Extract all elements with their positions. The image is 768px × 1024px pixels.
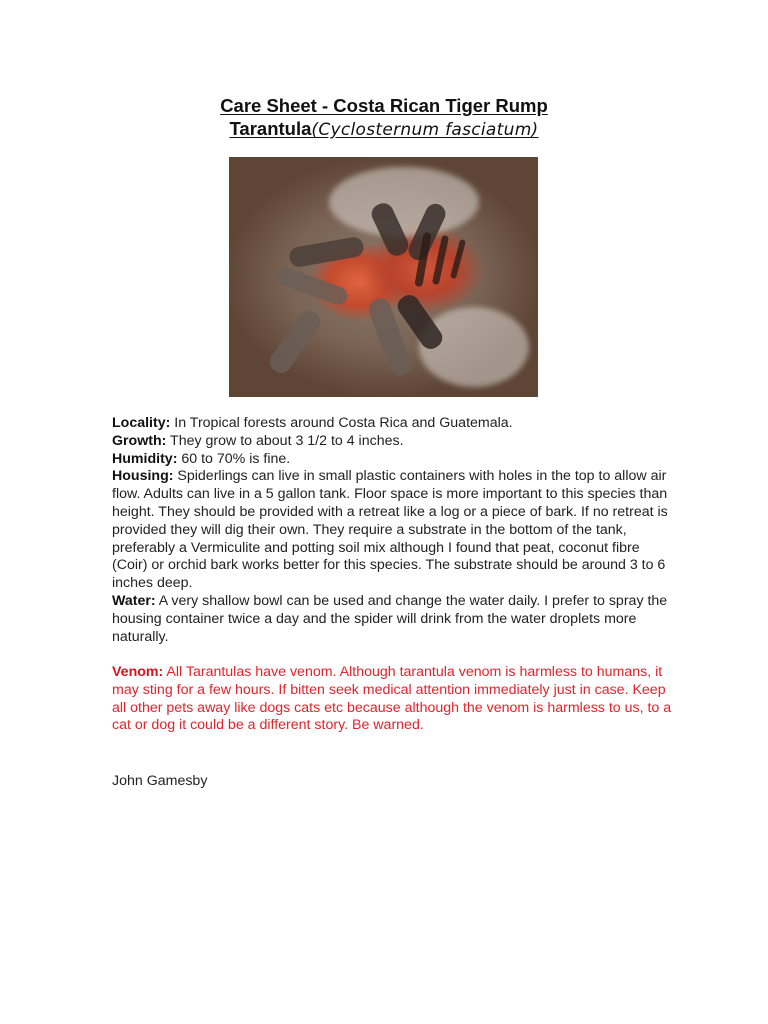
title-common-name: Tarantula [229, 118, 312, 139]
section-water [112, 593, 672, 646]
care-details [112, 415, 672, 646]
venom-warning [112, 664, 672, 735]
section-text: 60 to 70% is fine. [177, 450, 291, 467]
section-housing [112, 468, 672, 593]
section-growth [112, 433, 672, 451]
page-title-line-2 [0, 117, 768, 142]
spider-leg [273, 265, 350, 308]
section-label: Humidity: [112, 450, 178, 467]
section-text: In Tropical forests around Costa Rica and Guatemala. [170, 415, 513, 431]
section-label: Growth: [112, 432, 167, 449]
section-text: They grow to about 3 1/2 to 4 inches. [166, 432, 404, 449]
abdomen-stripe [450, 239, 466, 279]
venom-label: Venom: [112, 664, 164, 680]
section-label: Locality: [112, 415, 171, 431]
section-text: Spiderlings can live in small plastic containers with holes in the top to allow air flow. Adults can live in a 5 gallon tank. Floor space is more important to this species than height. They should be provided with a retreat like a log or a piece of bark. If no retreat is provided they will dig their own. They require a substrate in the bottom of the tank, preferably a Vermiculite and potting soil mix although I found that peat, coconut fibre (Coir) or orchid bark works better for this species. The substrate should be around 3 to 6 inches deep. [112, 468, 668, 592]
section-humidity [112, 451, 672, 469]
section-label: Housing: [112, 468, 174, 485]
section-label: Water: [112, 592, 156, 609]
section-locality [112, 415, 672, 433]
author-name: John Gamesby [112, 773, 208, 789]
venom-paragraph [112, 664, 672, 735]
abdomen-stripe [432, 235, 449, 285]
page-title-line-1 [0, 94, 768, 117]
venom-text: All Tarantulas have venom. Although tarantula venom is harmless to humans, it may sting for a few hours. If bitten seek medical attention immediately just in case. Keep all other pets away like dogs cats etc because although the venom is harmless to us, to a cat or dog it could be a different story. Be warned. [112, 664, 672, 734]
title-text: Care Sheet - Costa Rican Tiger Rump [220, 95, 548, 116]
title-scientific-name: (Cyclosternum fasciatum) [311, 120, 539, 140]
spider-leg [266, 307, 324, 377]
spider-leg [288, 236, 365, 269]
tarantula-photo [229, 157, 538, 397]
section-text: A very shallow bowl can be used and change the water daily. I prefer to spray the housing container twice a day and the spider will drink from the water droplets more naturally. [112, 592, 668, 645]
rock-highlight [329, 167, 479, 237]
